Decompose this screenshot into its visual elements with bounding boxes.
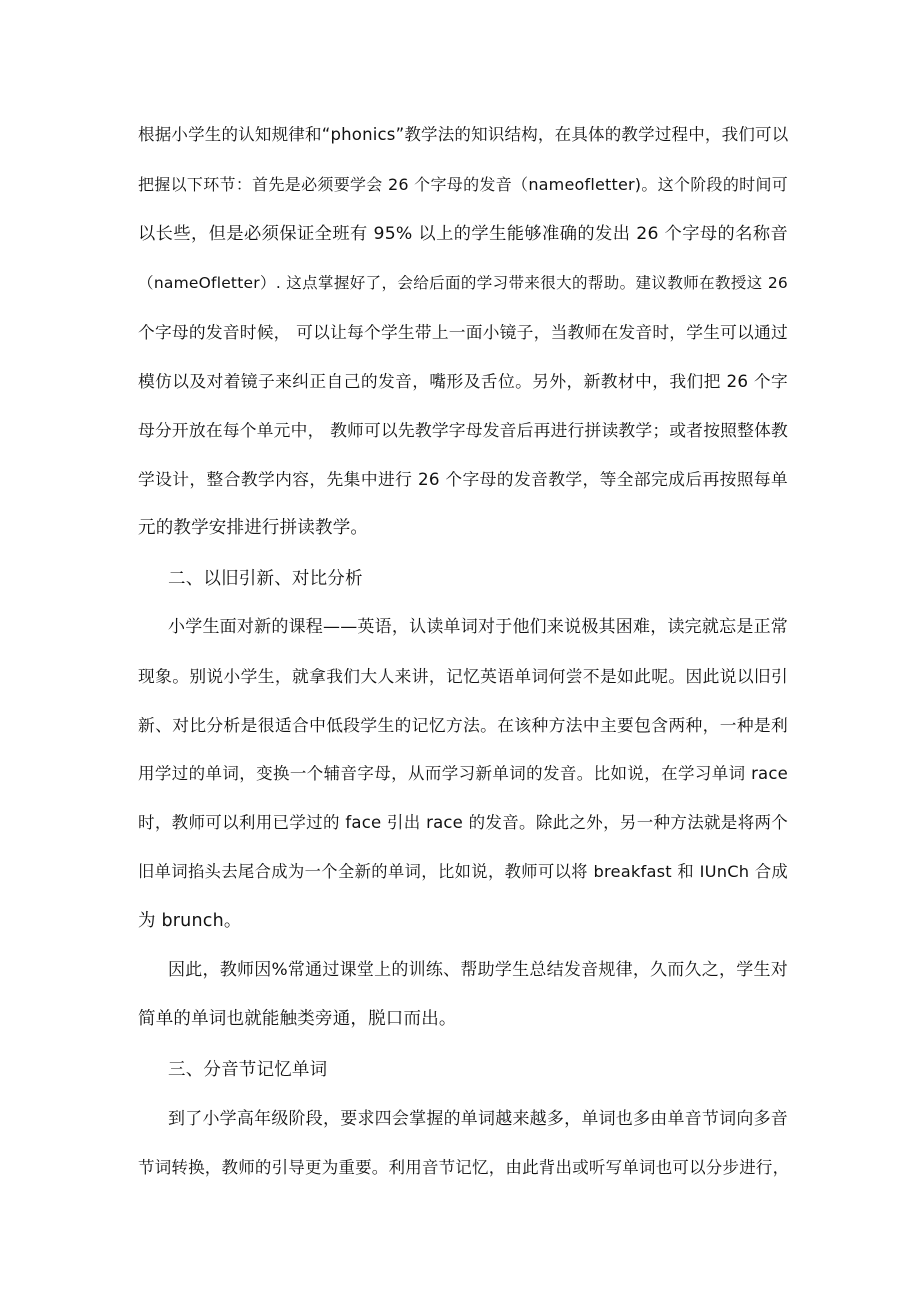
- body-text-line: 现象。别说小学生，就拿我们大人来讲，记忆英语单词何尝不是如此呢。因此说以旧引: [138, 666, 788, 686]
- body-text-line: 学设计，整合教学内容，先集中进行 26 个字母的发音教学，等全部完成后再按照每单: [138, 469, 788, 489]
- section-heading: 三、分音节记忆单词: [168, 1060, 328, 1080]
- body-text-line: 小学生面对新的课程——英语，认读单词对于他们来说极其困难，读完就忘是正常: [168, 617, 788, 637]
- section-heading: 二、以旧引新、对比分析: [168, 569, 363, 589]
- body-text-line: 新、对比分析是很适合中低段学生的记忆方法。在该种方法中主要包含两种，一种是利: [138, 715, 788, 735]
- body-text-line: 把握以下环节：首先是必须要学会 26 个字母的发音（nameofletter)。这个阶段的时间可: [138, 175, 788, 194]
- body-text-line: 因此，教师因%常通过课堂上的训练、帮助学生总结发音规律，久而久之，学生对: [168, 960, 788, 980]
- body-text-line: 以长些，但是必须保证全班有 95% 以上的学生能够准确的发出 26 个字母的名称音: [138, 224, 788, 244]
- body-text-line: 为 brunch。: [138, 911, 242, 931]
- body-text-line: 模仿以及对着镜子来纠正自己的发音，嘴形及舌位。另外，新教材中，我们把 26 个字: [138, 371, 788, 391]
- body-text-line: 个字母的发音时候， 可以让每个学生带上一面小镜子，当教师在发音时，学生可以通过: [138, 322, 788, 342]
- body-text-line: 母分开放在每个单元中， 教师可以先教学字母发音后再进行拼读教学；或者按照整体教: [138, 420, 788, 440]
- body-text-line: 旧单词掐头去尾合成为一个全新的单词，比如说，教师可以将 breakfast 和 IUnCh 合成: [138, 862, 788, 881]
- body-text-line: 节词转换，教师的引导更为重要。利用音节记忆，由此背出或听写单词也可以分步进行，: [138, 1158, 790, 1177]
- body-text-line: 简单的单词也就能触类旁通，脱口而出。: [138, 1009, 457, 1029]
- body-text-line: 到了小学高年级阶段，要求四会掌握的单词越来越多，单词也多由单音节词向多音: [168, 1109, 788, 1129]
- body-text-line: 用学过的单词，变换一个辅音字母，从而学习新单词的发音。比如说，在学习单词 race: [138, 764, 788, 783]
- body-text-line: 时，教师可以利用已学过的 face 引出 race 的发音。除此之外，另一种方法就是将两个: [138, 813, 788, 832]
- body-text-line: 元的教学安排进行拼读教学。: [138, 518, 369, 538]
- body-text-line: （nameOfletter）. 这点掌握好了，会给后面的学习带来很大的帮助。建议教师在教授这 26: [138, 274, 788, 292]
- body-text-line: 根据小学生的认知规律和“phonics”教学法的知识结构，在具体的教学过程中，我们可以: [138, 125, 789, 144]
